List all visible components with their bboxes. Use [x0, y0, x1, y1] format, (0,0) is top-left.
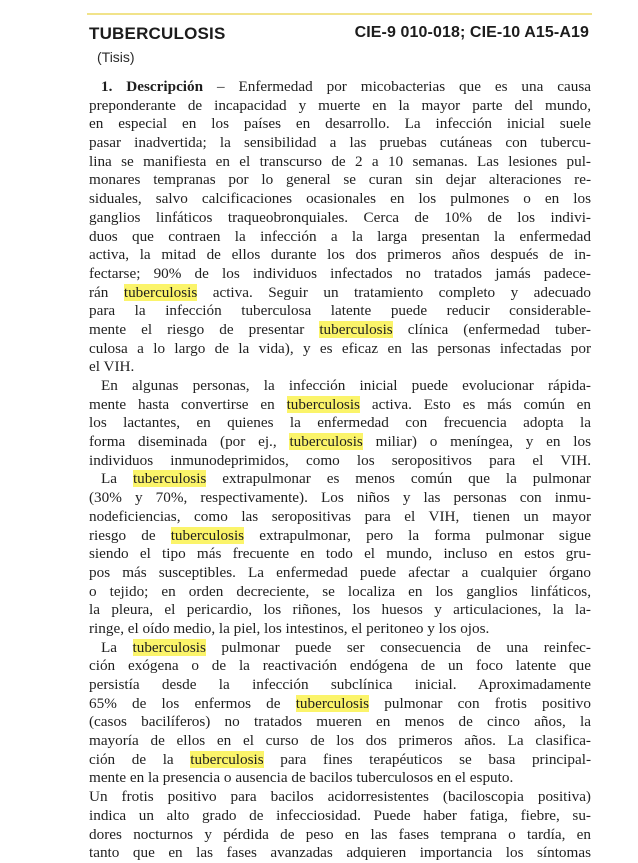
text-segment: activa. Esto es más común en [359, 395, 591, 413]
highlighted-term: tuberculosis [289, 433, 363, 451]
text-line [89, 396, 591, 415]
highlighted-term: tuberculosis [123, 283, 198, 301]
text-line [89, 284, 591, 303]
text-segment: clínica (enfermedad tuber- [392, 320, 591, 338]
text-segment: indica un alto grado de infecciosidad. Puede haber fatiga, fiebre, su- [89, 806, 591, 824]
text-segment: preponderante de incapacidad y muerte en la mayor parte del mundo, [89, 96, 591, 114]
text-line [89, 302, 591, 321]
text-segment: activa. Seguir un tratamiento completo y adecuado [197, 283, 591, 301]
text-line [89, 676, 591, 695]
text-segment: fectarse; 90% de los individuos infectados no tratados jamás padece- [89, 264, 591, 282]
text-segment: mente hasta convertirse en [89, 395, 287, 413]
highlighted-term: tuberculosis [190, 750, 264, 768]
text-line [89, 527, 591, 546]
text-segment: rán [89, 283, 124, 301]
text-segment: (casos bacilíferos) no tratados mueren en menos de cinco años, la [89, 713, 591, 731]
text-segment: riesgo de [89, 526, 171, 544]
text-line [89, 713, 591, 732]
highlighted-term: tuberculosis [132, 470, 207, 488]
text-segment: duos que contraen la infección a la larga presentan la enfermedad [89, 227, 591, 245]
text-line [89, 601, 591, 620]
text-line [89, 153, 591, 172]
text-segment: 65% de los enfermos de [89, 694, 296, 712]
text-segment: en especial en los países en desarrollo. La infección inicial suele [89, 115, 591, 133]
text-segment: – Enfermedad por micobacterias que es una causa [203, 78, 591, 95]
text-segment: mayoría de ellos en el curso de los dos primeros años. La clasifica- [89, 732, 591, 750]
text-line [89, 844, 591, 863]
highlighted-term: tuberculosis [319, 320, 393, 338]
text-line [89, 489, 591, 508]
text-line [89, 228, 591, 247]
text-segment: ringe, el oído medio, la piel, los intestinos, el peritoneo y los ojos. [89, 619, 490, 637]
text-segment: La [101, 470, 133, 488]
text-segment: pasar inadvertida; la sensibilidad a las pruebas cutáneas con tubercu- [89, 134, 591, 152]
text-segment: para fines terapéuticos se basa principal- [263, 750, 591, 768]
text-line [89, 246, 591, 265]
text-line [89, 358, 591, 377]
highlighted-term: tuberculosis [286, 395, 360, 413]
text-line [89, 620, 591, 639]
text-segment: siduales, salvo calcificaciones ocasionales en los pulmones o en los [89, 190, 591, 208]
text-line [89, 564, 591, 583]
text-line [89, 134, 591, 153]
text-line [89, 769, 591, 788]
text-line [89, 826, 591, 845]
text-segment: tanto que en las fases avanzadas adquieren importancia los síntomas [89, 844, 591, 862]
text-segment: nodeficiencias, como las seropositivas para el VIH, tienen un mayor [89, 507, 591, 525]
page-header [89, 24, 589, 50]
text-line [89, 190, 591, 209]
text-segment: la pleura, el pericardio, los riñones, los huesos y articulaciones, la la- [89, 601, 591, 619]
text-segment: extrapulmonar, pero la forma pulmonar sigue [244, 526, 591, 544]
text-segment: para la infección tuberculosa latente puede reducir considerable- [89, 302, 591, 320]
text-line [89, 377, 591, 396]
section-heading: 1. Descripción [101, 78, 204, 95]
text-segment: La [101, 638, 133, 656]
text-line [89, 583, 591, 602]
text-line [89, 97, 591, 116]
description-section [89, 78, 591, 863]
text-line [89, 414, 591, 433]
text-line [89, 433, 591, 452]
text-segment: pulmonar puede ser consecuencia de una reinfec- [205, 638, 591, 656]
text-line [89, 807, 591, 826]
text-segment: pulmonar con frotis positivo [369, 694, 591, 712]
text-segment: siendo el tipo más frecuente en todo el mundo, incluso en estos gru- [89, 545, 591, 563]
text-line [89, 209, 591, 228]
text-line [89, 545, 591, 564]
text-line [89, 788, 591, 807]
text-line [89, 171, 591, 190]
text-segment: el VIH. [89, 358, 135, 376]
page-subtitle: (Tisis) [97, 49, 135, 65]
text-segment: En algunas personas, la infección inicial puede evolucionar rápida- [101, 377, 591, 394]
top-rule [87, 13, 592, 15]
text-segment: pos más susceptibles. La enfermedad puede afectar a cualquier órgano [89, 563, 591, 581]
text-line [89, 508, 591, 527]
text-segment: extrapulmonar es menos común que la pulmonar [206, 470, 591, 488]
text-segment: lina se manifiesta en el transcurso de 2 a 10 semanas. Las lesiones pul- [89, 152, 591, 170]
text-line [89, 321, 591, 340]
text-segment: mente el riesgo de presentar [89, 320, 320, 338]
text-segment: Un frotis positivo para bacilos acidorresistentes (baciloscopia positiva) [89, 788, 591, 806]
text-segment: monares tempranas por lo general se curan sin dejar alteraciones re- [89, 171, 591, 189]
text-line [89, 340, 591, 359]
text-segment: culosa a lo largo de la vida), y es eficaz en las personas infectadas por [89, 339, 591, 357]
text-line [89, 115, 591, 134]
text-segment: ganglios linfáticos traqueobronquiales. Cerca de 10% de los indivi- [89, 208, 591, 226]
text-segment: los lactantes, en quienes la enfermedad con frecuencia adopta la [89, 414, 591, 432]
text-segment: (30% y 70%, respectivamente). Los niños y las personas con inmu- [89, 489, 591, 507]
highlighted-term: tuberculosis [295, 694, 370, 712]
text-segment: dores nocturnos y pérdida de peso en las fases temprana o tardía, en [89, 825, 591, 843]
text-segment: persistía desde la infección subclínica inicial. Aproximadamente [89, 676, 591, 693]
text-line [89, 695, 591, 714]
page-title: TUBERCULOSIS [89, 24, 226, 43]
highlighted-term: tuberculosis [170, 526, 245, 544]
text-segment: ción de la [89, 750, 191, 768]
text-line [89, 657, 591, 676]
text-segment: forma diseminada (por ej., [89, 433, 290, 451]
text-line [89, 452, 591, 471]
highlighted-term: tuberculosis [132, 638, 206, 656]
text-line [89, 751, 591, 770]
text-segment: individuos inmunodeprimidos, como los seropositivos para el VIH. [89, 451, 591, 469]
text-line [89, 78, 591, 97]
text-segment: ción exógena o de la reactivación endógena de un foco latente que [89, 657, 591, 675]
text-line [89, 732, 591, 751]
text-line [89, 265, 591, 284]
text-segment: mente en la presencia o ausencia de bacilos tuberculosos en el esputo. [89, 769, 514, 787]
text-line [89, 470, 591, 489]
text-segment: o tejido; en orden decreciente, se localiza en los ganglios linfáticos, [89, 582, 591, 600]
text-segment: miliar) o meníngea, y en los [362, 433, 591, 451]
classification-codes: CIE-9 010-018; CIE-10 A15-A19 [354, 24, 589, 41]
text-line [89, 639, 591, 658]
text-segment: activa, la mitad de ellos durante los dos primeros años después de in- [89, 246, 591, 264]
